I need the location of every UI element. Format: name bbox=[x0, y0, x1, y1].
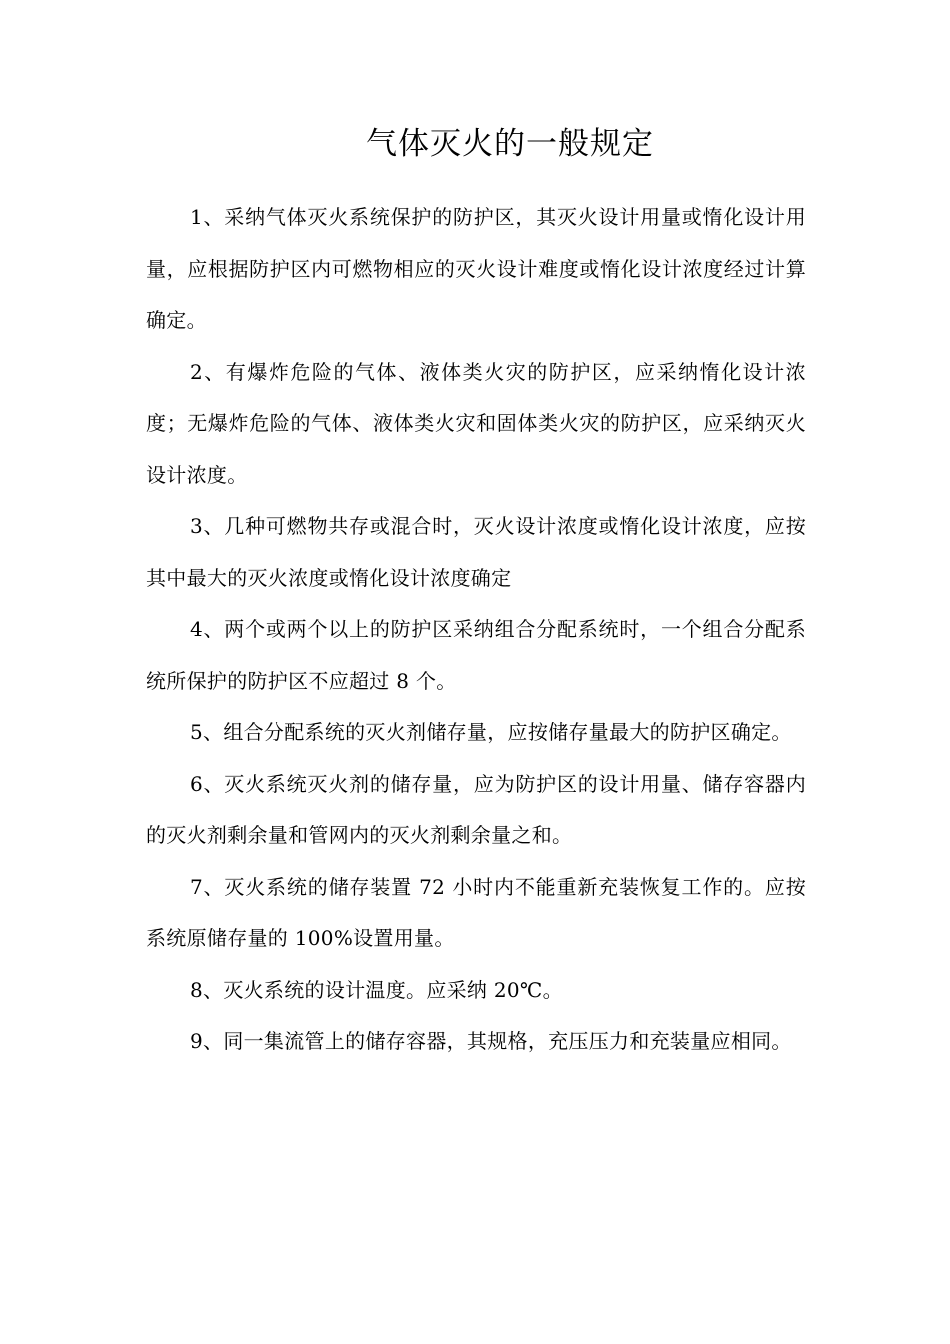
paragraph-3: 3、几种可燃物共存或混合时，灭火设计浓度或惰化设计浓度，应按其中最大的灭火浓度或惰化设计浓度确定 bbox=[146, 514, 806, 590]
paragraph-5: 5、组合分配系统的灭火剂储存量，应按储存量最大的防护区确定。 bbox=[190, 720, 792, 744]
paragraph-2: 2、有爆炸危险的气体、液体类火灾的防护区，应采纳惰化设计浓度；无爆炸危险的气体、液体类火灾和固体类火灾的防护区，应采纳灭火设计浓度。 bbox=[146, 359, 806, 487]
paragraph-1: 1、采纳气体灭火系统保护的防护区，其灭火设计用量或惰化设计用量，应根据防护区内可燃物相应的灭火设计难度或惰化设计浓度经过计算确定。 bbox=[146, 205, 806, 332]
paragraph-8: 8、灭火系统的设计温度。应采纳 20℃。 bbox=[190, 977, 563, 1002]
document-body bbox=[146, 192, 806, 1068]
paragraph-7: 7、灭火系统的储存装置 72 小时内不能重新充装恢复工作的。应按系统原储存量的 100%设置用量。 bbox=[146, 874, 806, 950]
paragraph-4: 4、两个或两个以上的防护区采纳组合分配系统时，一个组合分配系统所保护的防护区不应超过 8 个。 bbox=[146, 617, 806, 693]
paragraph-6: 6、灭火系统灭火剂的储存量，应为防护区的设计用量、储存容器内的灭火剂剩余量和管网内的灭火剂剩余量之和。 bbox=[146, 771, 806, 847]
paragraph-9: 9、同一集流管上的储存容器，其规格，充压压力和充装量应相同。 bbox=[190, 1029, 792, 1053]
page-title: 气体灭火的一般规定 bbox=[366, 126, 654, 162]
